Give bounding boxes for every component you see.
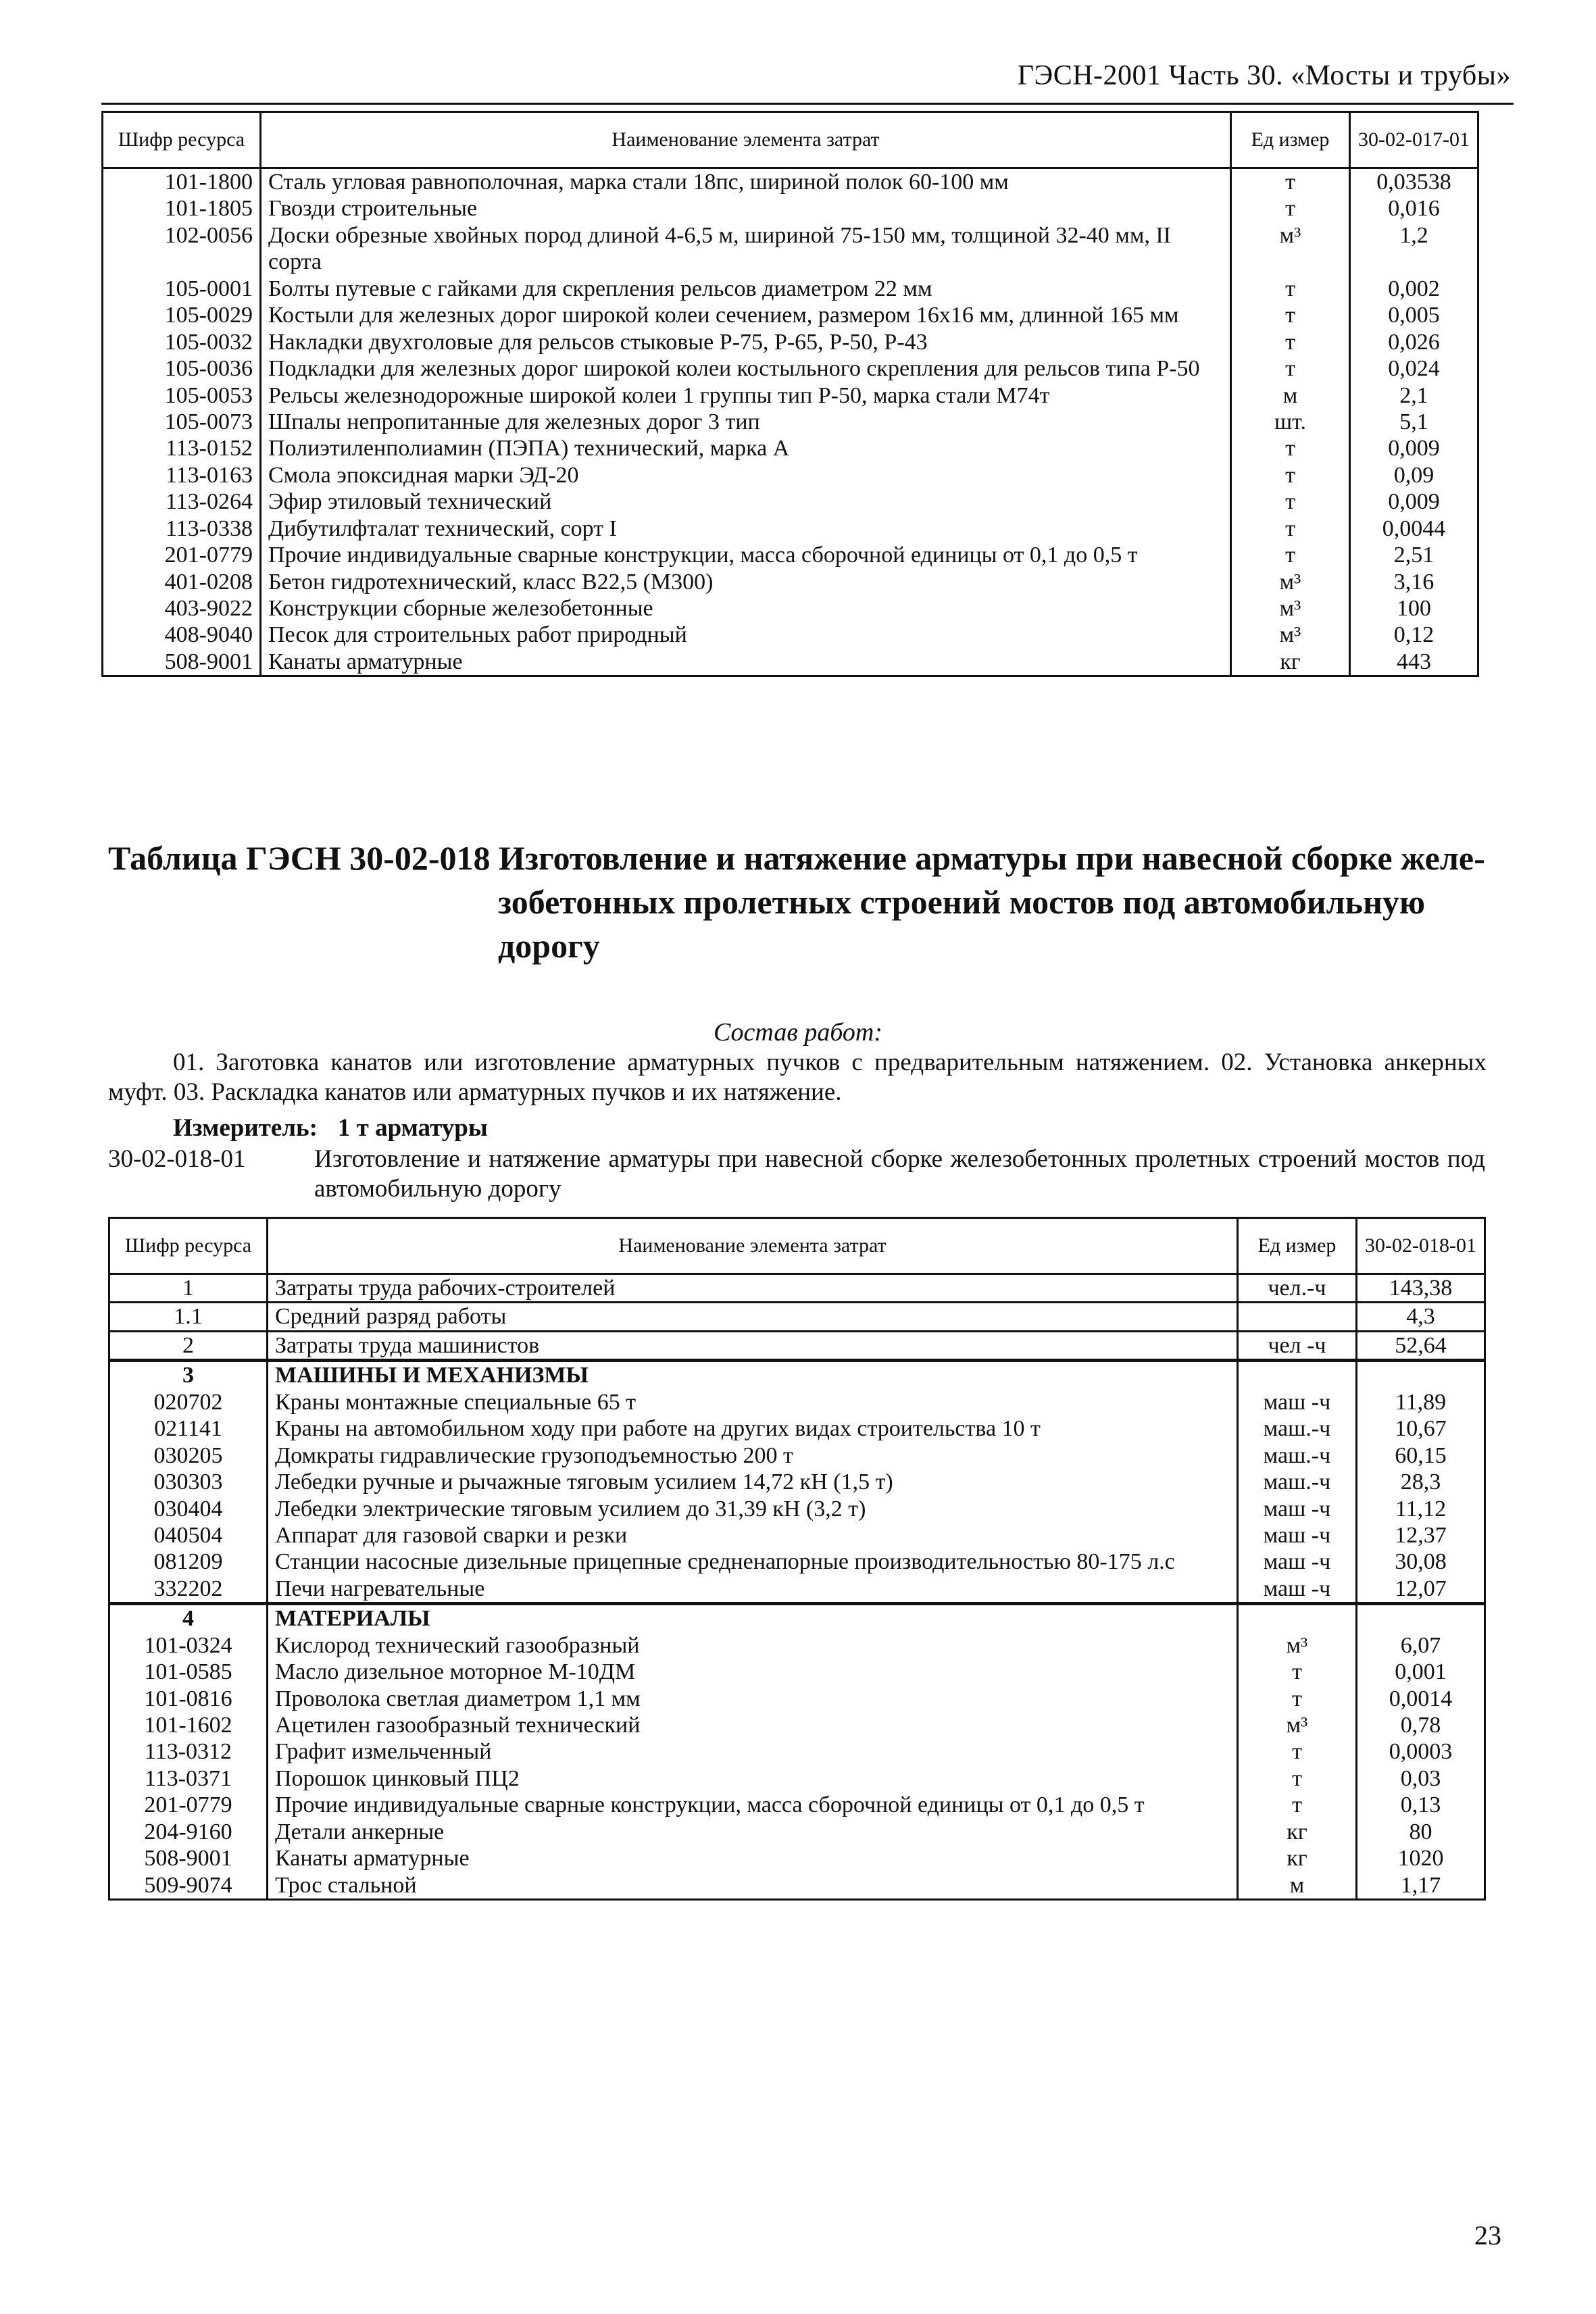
cell-name: Конструкции сборные железобетонные [261,595,1231,622]
cell-unit: т [1231,276,1350,302]
cell-name: Эфир этиловый технический [261,488,1231,515]
cell-code: 1.1 [109,1303,268,1331]
cell-value: 0,03538 [1350,168,1478,196]
cell-unit: т [1231,302,1350,328]
cell-value: 0,12 [1350,622,1478,648]
table-row [109,1845,1485,1871]
cell-value: 0,09 [1350,462,1478,488]
table-row [109,1765,1485,1792]
cell-code: 105-0053 [103,382,261,409]
cell-unit: маш -ч [1238,1576,1357,1604]
cell-code: 105-0032 [103,329,261,355]
table-row [103,542,1478,568]
resource-table-018 [108,1217,1486,1901]
cell-value: 12,37 [1357,1522,1485,1549]
cell-name: Порошок цинковый ПЦ2 [268,1765,1238,1792]
cell-code: 4 [109,1604,268,1632]
cell-unit: маш.-ч [1238,1415,1357,1442]
cell-value: 11,12 [1357,1496,1485,1522]
cell-name: Шпалы непропитанные для железных дорог 3 тип [261,409,1231,435]
cell-unit: шт. [1231,409,1350,435]
cell-code: 113-0152 [103,435,261,461]
cell-value: 60,15 [1357,1442,1485,1469]
cell-value: 1,17 [1357,1872,1485,1900]
cell-code: 2 [109,1331,268,1360]
table-row [103,409,1478,435]
table-row [103,622,1478,648]
cell-name: Аппарат для газовой сварки и резки [268,1522,1238,1549]
table-row [109,1389,1485,1415]
table-row [103,276,1478,302]
meter [173,1113,488,1142]
cell-unit: маш -ч [1238,1522,1357,1549]
cell-name: Канаты арматурные [268,1845,1238,1871]
cell-code: 113-0338 [103,515,261,542]
cell-code: 201-0779 [103,542,261,568]
cell-value [1357,1361,1485,1389]
cell-name: Гвозди строительные [261,195,1231,222]
column-header-code: Шифр ресурса [103,112,261,168]
cell-unit: т [1238,1792,1357,1818]
cell-name: Краны монтажные специальные 65 т [268,1389,1238,1415]
cell-name: Бетон гидротехнический, класс В22,5 (М300) [261,569,1231,595]
resource-table-017 [101,111,1479,677]
cell-name: Детали анкерные [268,1819,1238,1845]
table-row [109,1415,1485,1442]
cell-value: 2,1 [1350,382,1478,409]
cell-value: 12,07 [1357,1576,1485,1604]
cell-unit: м³ [1231,595,1350,622]
table-row [109,1604,1485,1632]
table-body [103,168,1478,676]
table-row [103,302,1478,328]
cell-value: 443 [1350,649,1478,676]
cell-unit: м [1231,382,1350,409]
cell-value: 0,13 [1357,1792,1485,1818]
table-row [109,1496,1485,1522]
cell-code: 101-0816 [109,1686,268,1712]
cell-value: 0,03 [1357,1765,1485,1792]
table-title-line2: зобетонных пролетных строений мостов под автомобильную дорогу [498,883,1426,965]
cell-code: 113-0163 [103,462,261,488]
cell-value: 6,07 [1357,1632,1485,1659]
column-header-name: Наименование элемента затрат [261,112,1231,168]
cell-unit [1238,1604,1357,1632]
cell-code: 105-0029 [103,302,261,328]
table-row [103,435,1478,461]
cell-value: 0,005 [1350,302,1478,328]
cell-name: Проволока светлая диаметром 1,1 мм [268,1686,1238,1712]
cell-unit: т [1231,355,1350,382]
cell-name: Сталь угловая равнополочная, марка стали 18пс, шириной полок 60-100 мм [261,168,1231,196]
cell-code: 113-0312 [109,1738,268,1765]
meter-value: 1 т арматуры [337,1114,488,1142]
cell-name: Канаты арматурные [261,649,1231,676]
cell-name: Масло дизельное моторное М-10ДМ [268,1659,1238,1685]
cell-name: Подкладки для железных дорог широкой колеи костыльного скрепления для рельсов типа Р-50 [261,355,1231,382]
cell-code: 102-0056 [103,222,261,276]
cell-unit: т [1231,168,1350,196]
page-number: 23 [1474,2220,1501,2250]
cell-name: Прочие индивидуальные сварные конструкции, масса сборочной единицы от 0,1 до 0,5 т [261,542,1231,568]
cell-unit: т [1231,195,1350,222]
cell-name: Средний разряд работы [268,1303,1238,1331]
cell-name: Костыли для железных дорог широкой колеи сечением, размером 16х16 мм, длинной 165 мм [261,302,1231,328]
cell-name: Графит измельченный [268,1738,1238,1765]
cell-unit: маш -ч [1238,1389,1357,1415]
table-row [109,1792,1485,1818]
cell-code: 101-0585 [109,1659,268,1685]
page-header: ГЭСН-2001 Часть 30. «Мосты и трубы» [1017,60,1511,91]
table-row [109,1686,1485,1712]
cell-name: Печи нагревательные [268,1576,1238,1604]
table-row [109,1659,1485,1685]
cell-code: 105-0036 [103,355,261,382]
cell-unit: м³ [1238,1712,1357,1738]
cell-value: 0,002 [1350,276,1478,302]
cell-name: Краны на автомобильном ходу при работе на других видах строительства 10 т [268,1415,1238,1442]
table-row [103,488,1478,515]
cell-name: Затраты труда рабочих-строителей [268,1274,1238,1303]
cell-unit: маш.-ч [1238,1442,1357,1469]
cell-value: 2,51 [1350,542,1478,568]
table-row [109,1522,1485,1549]
cell-code: 509-9074 [109,1872,268,1900]
cell-unit: т [1231,542,1350,568]
cell-value: 3,16 [1350,569,1478,595]
cell-code: 081209 [109,1549,268,1575]
cell-code: 021141 [109,1415,268,1442]
cell-name: Прочие индивидуальные сварные конструкции, масса сборочной единицы от 0,1 до 0,5 т [268,1792,1238,1818]
cell-value: 4,3 [1357,1303,1485,1331]
cell-value: 1020 [1357,1845,1485,1871]
cell-code: 401-0208 [103,569,261,595]
table-header-row [103,112,1478,168]
table-row [103,168,1478,196]
norm-code: 30-02-018-01 [108,1145,246,1173]
cell-unit: т [1238,1686,1357,1712]
cell-code: 403-9022 [103,595,261,622]
cell-unit: чел.-ч [1238,1274,1357,1303]
cell-code: 101-1800 [103,168,261,196]
table-row [103,382,1478,409]
cell-code: 1 [109,1274,268,1303]
cell-unit: т [1231,435,1350,461]
cell-name: Рельсы железнодорожные широкой колеи 1 группы тип Р-50, марка стали М74т [261,382,1231,409]
cell-unit: м³ [1231,622,1350,648]
cell-code: 105-0073 [103,409,261,435]
cell-code: 040504 [109,1522,268,1549]
cell-code: 332202 [109,1576,268,1604]
cell-unit: т [1231,462,1350,488]
table-row [109,1361,1485,1389]
cell-name: Ацетилен газообразный технический [268,1712,1238,1738]
composition-text: 01. Заготовка канатов или изготовление арматурных пучков с предварительным натяжением. 02. Установка анкерных муфт. 03. Раскладка канатов или арматурных пучков и их натяжение. [108,1049,1487,1107]
cell-code: 020702 [109,1389,268,1415]
cell-unit: м³ [1231,222,1350,276]
table-row [109,1872,1485,1900]
table-row [103,329,1478,355]
cell-value: 30,08 [1357,1549,1485,1575]
meter-label: Измеритель: [173,1114,318,1142]
cell-value: 5,1 [1350,409,1478,435]
column-header-code: Шифр ресурса [109,1218,268,1274]
table-row [103,569,1478,595]
cell-value: 143,38 [1357,1274,1485,1303]
cell-name: Затраты труда машинистов [268,1331,1238,1360]
cell-unit: маш -ч [1238,1549,1357,1575]
cell-name: Трос стальной [268,1872,1238,1900]
cell-value: 80 [1357,1819,1485,1845]
cell-unit: м³ [1231,569,1350,595]
table-row [109,1303,1485,1331]
cell-name: Лебедки ручные и рычажные тяговым усилием 14,72 кН (1,5 т) [268,1469,1238,1495]
column-header-norm: 30-02-017-01 [1350,112,1478,168]
cell-value: 0,0003 [1357,1738,1485,1765]
cell-unit: т [1238,1659,1357,1685]
cell-name: Песок для строительных работ природный [261,622,1231,648]
cell-value: 0,009 [1350,488,1478,515]
cell-code: 101-1602 [109,1712,268,1738]
header-rule [101,103,1514,105]
cell-code: 408-9040 [103,622,261,648]
cell-value: 1,2 [1350,222,1478,276]
cell-name: Лебедки электрические тяговым усилием до 31,39 кН (3,2 т) [268,1496,1238,1522]
table-title-line1: Таблица ГЭСН 30-02-018 Изготовление и натяжение арматуры при навесной сборке желе- [108,839,1485,877]
cell-unit: кг [1238,1845,1357,1871]
cell-value: 0,0044 [1350,515,1478,542]
cell-value: 0,009 [1350,435,1478,461]
cell-unit: чел -ч [1238,1331,1357,1360]
column-header-norm: 30-02-018-01 [1357,1218,1485,1274]
cell-code: 201-0779 [109,1792,268,1818]
norm-description: Изготовление и натяжение арматуры при навесной сборке железобетонных пролетных строений мостов под автомобильную дорогу [314,1145,1485,1203]
cell-unit: т [1231,488,1350,515]
table-header-row [109,1218,1485,1274]
table-row [109,1738,1485,1765]
table-row [109,1576,1485,1604]
table-row [103,515,1478,542]
cell-name: Накладки двухголовые для рельсов стыковые Р-75, Р-65, Р-50, Р-43 [261,329,1231,355]
cell-unit [1238,1361,1357,1389]
cell-unit: т [1231,329,1350,355]
cell-name: Станции насосные дизельные прицепные средненапорные производительностью 80-175 л.с [268,1549,1238,1575]
cell-value: 28,3 [1357,1469,1485,1495]
table-row [109,1549,1485,1575]
cell-name: Дибутилфталат технический, сорт I [261,515,1231,542]
cell-unit: маш.-ч [1238,1469,1357,1495]
cell-code: 030303 [109,1469,268,1495]
cell-value: 0,001 [1357,1659,1485,1685]
cell-value: 11,89 [1357,1389,1485,1415]
table-row [103,462,1478,488]
cell-code: 105-0001 [103,276,261,302]
table-row [109,1442,1485,1469]
cell-value: 0,024 [1350,355,1478,382]
cell-unit: м [1238,1872,1357,1900]
table-body [109,1274,1485,1900]
cell-name: МАШИНЫ И МЕХАНИЗМЫ [268,1361,1238,1389]
cell-value: 0,026 [1350,329,1478,355]
cell-code: 508-9001 [109,1845,268,1871]
cell-value [1357,1604,1485,1632]
cell-value: 52,64 [1357,1331,1485,1360]
column-header-name: Наименование элемента затрат [268,1218,1238,1274]
cell-code: 101-0324 [109,1632,268,1659]
cell-unit: м³ [1238,1632,1357,1659]
cell-unit: маш -ч [1238,1496,1357,1522]
cell-unit: т [1231,515,1350,542]
cell-name: Кислород технический газообразный [268,1632,1238,1659]
table-row [109,1274,1485,1303]
table-row [103,195,1478,222]
cell-unit: т [1238,1765,1357,1792]
cell-unit: т [1238,1738,1357,1765]
cell-value: 0,016 [1350,195,1478,222]
table-row [109,1712,1485,1738]
table-row [109,1469,1485,1495]
table-row [109,1331,1485,1360]
cell-code: 030404 [109,1496,268,1522]
cell-code: 113-0264 [103,488,261,515]
table-title [108,836,1500,968]
table-row [109,1632,1485,1659]
composition-heading: Состав работ: [713,1018,883,1047]
cell-name: Смола эпоксидная марки ЭД-20 [261,462,1231,488]
cell-unit: кг [1238,1819,1357,1845]
cell-name: МАТЕРИАЛЫ [268,1604,1238,1632]
cell-code: 204-9160 [109,1819,268,1845]
cell-value: 100 [1350,595,1478,622]
table-row [103,595,1478,622]
table-row [103,222,1478,276]
cell-name: Болты путевые с гайками для скрепления рельсов диаметром 22 мм [261,276,1231,302]
cell-name: Доски обрезные хвойных пород длиной 4-6,5 м, шириной 75-150 мм, толщиной 32-40 мм, II сорта [261,222,1231,276]
cell-unit [1238,1303,1357,1331]
table-row [103,649,1478,676]
cell-value: 0,78 [1357,1712,1485,1738]
cell-code: 030205 [109,1442,268,1469]
table-row [103,355,1478,382]
column-header-unit: Ед измер [1231,112,1350,168]
cell-code: 508-9001 [103,649,261,676]
cell-value: 10,67 [1357,1415,1485,1442]
cell-value: 0,0014 [1357,1686,1485,1712]
table-row [109,1819,1485,1845]
cell-name: Полиэтиленполиамин (ПЭПА) технический, марка А [261,435,1231,461]
cell-code: 3 [109,1361,268,1389]
cell-code: 113-0371 [109,1765,268,1792]
cell-code: 101-1805 [103,195,261,222]
column-header-unit: Ед измер [1238,1218,1357,1274]
cell-name: Домкраты гидравлические грузоподъемностью 200 т [268,1442,1238,1469]
cell-unit: кг [1231,649,1350,676]
